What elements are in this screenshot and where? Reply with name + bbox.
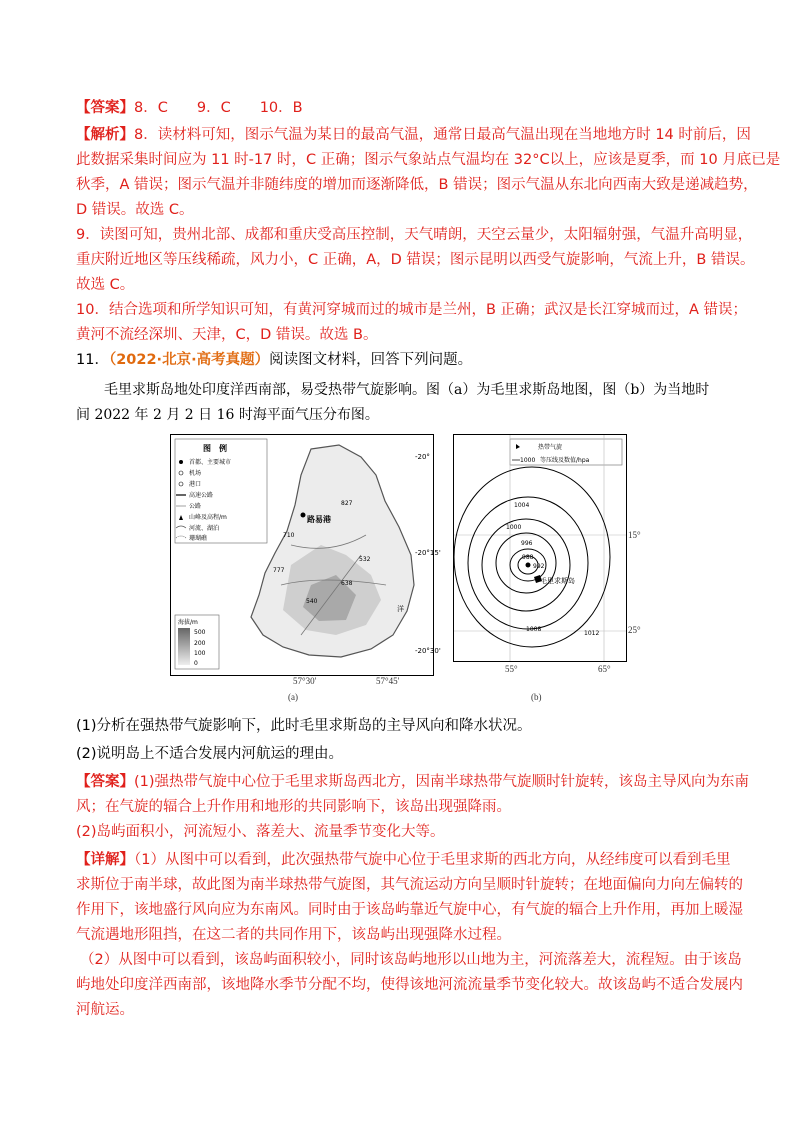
figure-a-map bbox=[170, 434, 441, 676]
island-label: 毛里求斯岛 bbox=[540, 577, 575, 585]
analysis-text: 8．读材料可知，图示气温为某日的最高气温，通常日最高气温出现在当地地方时 14 时前后，因 bbox=[134, 127, 751, 143]
analysis-tag: 【解析】 bbox=[76, 127, 134, 143]
isobar-label: 992 bbox=[533, 563, 545, 570]
peak-label: 710 bbox=[283, 532, 295, 539]
peak-label: 532 bbox=[359, 556, 371, 563]
legend-item: 公路 bbox=[189, 503, 202, 510]
analysis-line: 10．结合选项和所学知识可知，有黄河穿城而过的城市是兰州，B 正确；武汉是长江穿城而过，A 错误； bbox=[76, 302, 748, 318]
legend-title: 图 例 bbox=[203, 444, 227, 453]
figure-b-caption: (b) bbox=[531, 692, 542, 702]
elevation-value: 200 bbox=[194, 640, 206, 647]
material-line: 间 2022 年 2 月 2 日 16 时海平面气压分布图。 bbox=[76, 407, 379, 423]
legend-item: 港口 bbox=[189, 481, 202, 488]
legend-item: 高速公路 bbox=[189, 492, 214, 499]
answer-text: 8．C 9．C 10．B bbox=[134, 100, 303, 116]
lon-label: 65° bbox=[598, 664, 611, 674]
detail-text: （1）从图中可以看到，此次强热带气旋中心位于毛里求斯的西北方向，从经纬度可以看到毛里 bbox=[134, 852, 731, 868]
answer-tag: 【答案】 bbox=[76, 774, 134, 790]
analysis-line: 重庆附近地区等压线稀疏，风力小，C 正确，A，D 错误；图示昆明以西受气旋影响，气流上升，B 错误。 bbox=[76, 252, 755, 268]
answer-tag: 【答案】 bbox=[76, 100, 134, 116]
legend-item: 机场 bbox=[189, 470, 202, 477]
answer-line: 风；在气旋的辐合上升作用和地形的共同影响下，该岛出现强降雨。 bbox=[76, 799, 511, 815]
legend-item: 珊瑚礁 bbox=[189, 535, 208, 542]
answer-line: (2)岛屿面积小，河流短小、落差大、流量季节变化大等。 bbox=[76, 824, 445, 840]
isobar-label: 1008 bbox=[526, 626, 542, 633]
capital-marker bbox=[301, 513, 306, 518]
figure-b-map bbox=[453, 434, 627, 662]
elevation-scale bbox=[178, 628, 190, 665]
isobar-label: 996 bbox=[521, 540, 533, 547]
isobar-label: 1000 bbox=[506, 524, 522, 531]
detail-line: 求斯位于南半球，故此图为南半球热带气旋图，其气流运动方向呈顺时针旋转；在地面偏向力向左偏转的 bbox=[76, 877, 743, 893]
question-number: 11． bbox=[76, 352, 109, 368]
elevation-value: 500 bbox=[194, 629, 206, 636]
capital-icon bbox=[179, 460, 183, 464]
elevation-value: 100 bbox=[194, 650, 206, 657]
lon-label: 57°30' bbox=[293, 676, 317, 686]
detail-line: （2）从图中可以看到，该岛屿面积较小，同时该岛屿地形以山地为主，河流落差大，流程短。由于该岛 bbox=[80, 952, 742, 968]
answer-text: (1)强热带气旋中心位于毛里求斯岛西北方，因南半球热带气旋顺时针旋转，该岛主导风向为东南 bbox=[134, 774, 750, 790]
lat-label: -20°30' bbox=[415, 647, 441, 655]
answer-line bbox=[76, 772, 750, 792]
figure-a-svg bbox=[171, 435, 441, 675]
isobar-label: 988 bbox=[522, 554, 534, 561]
sub-question: (2)说明岛上不适合发展内河航运的理由。 bbox=[76, 746, 344, 762]
answer-line-8-10 bbox=[76, 98, 736, 118]
figure-a-caption: (a) bbox=[288, 692, 298, 702]
legend-item: 等压线及数值/hpa bbox=[540, 457, 590, 464]
legend-item: 首都、主要城市 bbox=[189, 459, 232, 466]
material-line: 毛里求斯岛地处印度洋西南部，易受热带气旋影响。图（a）为毛里求斯岛地图，图（b）为当地时 bbox=[104, 382, 710, 398]
lon-label: 57°45' bbox=[376, 676, 400, 686]
lat-label: -20°15' bbox=[415, 549, 441, 557]
sub-question: (1)分析在强热带气旋影响下，此时毛里求斯岛的主导风向和降水状况。 bbox=[76, 718, 532, 734]
detail-line bbox=[76, 850, 736, 870]
peak-label: 777 bbox=[273, 567, 285, 574]
lat-label: 15° bbox=[628, 530, 641, 540]
elevation-value: 0 bbox=[194, 660, 198, 667]
analysis-line: 此数据采集时间应为 11 时-17 时，C 正确；图示气象站点气温均在 32°C以上，应该是夏季，而 10 月底已是 bbox=[76, 152, 781, 168]
isobar-label: 1012 bbox=[584, 630, 600, 637]
detail-tag: 【详解】 bbox=[76, 852, 134, 868]
detail-line: 作用下，该地盛行风向应为东南风。同时由于该岛屿靠近气旋中心，有气旋的辐合上升作用，再加上暖湿 bbox=[76, 902, 743, 918]
detail-line: 屿地处印度洋西南部，该地降水季节分配不均，使得该地河流流量季节变化较大。故该岛屿不适合发展内 bbox=[76, 977, 743, 993]
analysis-line: 秋季，A 错误；图示气温并非随纬度的增加而逐渐降低，B 错误；图示气温从东北向西南大致是递减趋势， bbox=[76, 177, 758, 193]
figure-b-svg bbox=[454, 435, 626, 661]
lat-label: -20° bbox=[415, 453, 430, 461]
lat-label: 25° bbox=[628, 625, 641, 635]
peak-label: 827 bbox=[341, 500, 353, 507]
legend-sample: 1000 bbox=[520, 457, 536, 464]
analysis-line bbox=[76, 125, 751, 145]
peak-label: 540 bbox=[306, 598, 318, 605]
detail-line: 气流遇地形阻挡，在这二者的共同作用下，该岛屿出现强降水过程。 bbox=[76, 927, 511, 943]
ocean-label: 洋 bbox=[397, 605, 404, 613]
peak-label: 638 bbox=[341, 580, 353, 587]
isobar-label: 1004 bbox=[514, 502, 530, 509]
detail-line: 河航运。 bbox=[76, 1002, 134, 1018]
elevation-title: 海拔/m bbox=[178, 619, 198, 626]
question-source: （2022·北京·高考真题） bbox=[108, 352, 270, 368]
lon-label: 55° bbox=[505, 664, 518, 674]
legend-item: 河流、湖泊 bbox=[189, 525, 220, 532]
analysis-line: 故选 C。 bbox=[76, 277, 135, 293]
legend-item: 热带气旋 bbox=[538, 444, 563, 451]
analysis-line: 9．读图可知，贵州北部、成都和重庆受高压控制，天气晴朗，天空云量少，太阳辐射强，气温升高明显， bbox=[76, 227, 753, 243]
analysis-line: 黄河不流经深圳、天津，C，D 错误。故选 B。 bbox=[76, 327, 378, 343]
question-11-header bbox=[76, 350, 736, 370]
analysis-line: D 错误。故选 C。 bbox=[76, 202, 194, 218]
question-prompt: 阅读图文材料，回答下列问题。 bbox=[269, 352, 473, 368]
legend-item: 山峰及高程/m bbox=[189, 514, 227, 521]
cyclone-center bbox=[526, 563, 531, 568]
city-label: 路易港 bbox=[307, 515, 331, 524]
